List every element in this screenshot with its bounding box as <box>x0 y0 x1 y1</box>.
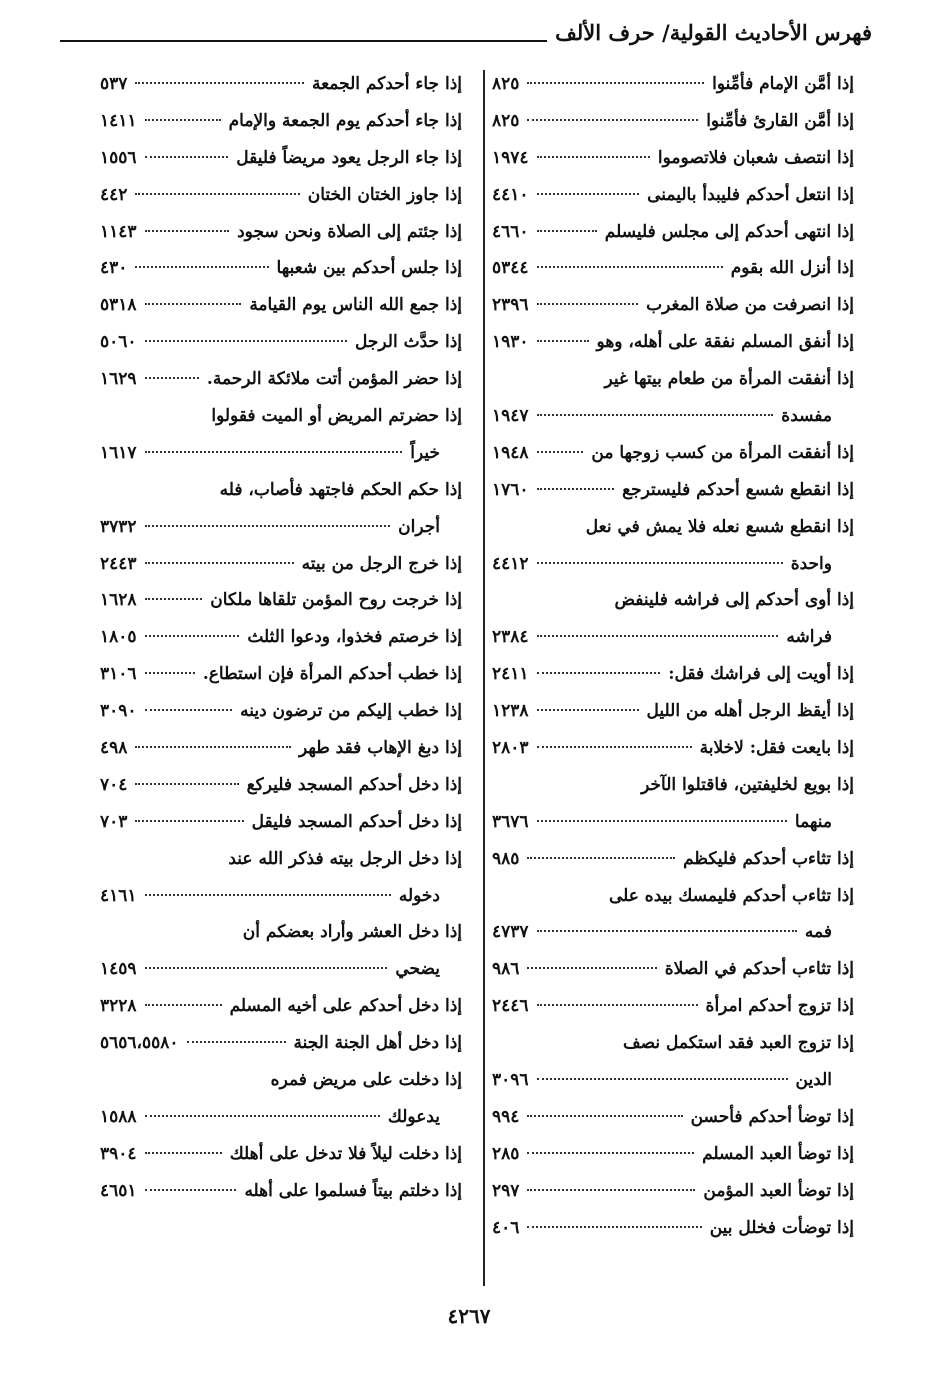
index-entry <box>492 693 854 730</box>
dot-leader <box>135 82 304 84</box>
hadith-text: يضحي <box>395 959 440 980</box>
hadith-text: إذا أوى أحدكم إلى فراشه فلينفض <box>614 590 854 611</box>
hadith-text: إذا خرجت روح المؤمن تلقاها ملكان <box>210 590 462 611</box>
hadith-number: ١٥٥٦ <box>100 147 137 168</box>
index-entry <box>100 1062 462 1099</box>
index-entry <box>492 878 854 915</box>
hadith-number: ٣١٠٦ <box>100 664 137 685</box>
index-entry <box>492 324 854 361</box>
hadith-number: ٩٨٥ <box>492 848 520 869</box>
dot-leader <box>187 1041 286 1043</box>
hadith-number: ٤٤١٢ <box>492 553 529 574</box>
dot-leader <box>527 1226 701 1228</box>
index-entry <box>492 398 854 435</box>
hadith-text: إذا أمَّن الإمام فأمِّنوا <box>712 74 854 94</box>
index-entry <box>100 730 462 767</box>
hadith-text: إذا أنفقت المرأة من طعام بيتها غير <box>604 369 854 390</box>
dot-leader <box>145 562 294 564</box>
index-entry <box>100 398 462 435</box>
hadith-text: فراشه <box>786 627 832 648</box>
hadith-number: ١٤٥٩ <box>100 959 137 980</box>
hadith-number: ١٢٣٨ <box>492 701 529 722</box>
hadith-text: إذا أمَّن القارئ فأمِّنوا <box>706 110 854 131</box>
index-entry <box>492 767 854 804</box>
hadith-text: إذا انقطع شسع نعله فلا يمش في نعل <box>585 516 854 537</box>
dot-leader <box>537 451 584 453</box>
index-entry <box>100 66 462 103</box>
hadith-text: إذا أنفق المسلم نفقة على أهله، وهو <box>596 332 854 353</box>
hadith-number: ٥٣٤٤ <box>492 258 529 279</box>
dot-leader <box>145 303 242 305</box>
hadith-text: إذا أيقظ الرجل أهله من الليل <box>646 701 854 722</box>
index-entry <box>100 656 462 693</box>
dot-leader <box>527 967 656 969</box>
hadith-number: ٢٣٨٤ <box>492 627 529 648</box>
hadith-number: ١٤١١ <box>100 110 137 131</box>
dot-leader <box>527 1115 682 1117</box>
dot-leader <box>537 1004 698 1006</box>
index-entry <box>100 361 462 398</box>
dot-leader <box>145 451 403 453</box>
index-entry <box>492 287 854 324</box>
index-entry <box>100 841 462 878</box>
dot-leader <box>537 930 797 932</box>
index-entry <box>100 1099 462 1136</box>
hadith-number: ١٩٣٠ <box>492 332 529 353</box>
hadith-text: إذا تثاءب أحدكم في الصلاة <box>664 959 854 980</box>
dot-leader <box>135 820 243 822</box>
hadith-text: إذا دخل أهل الجنة الجنة <box>293 1033 462 1054</box>
hadith-number: ٤٦٦٠ <box>492 221 529 242</box>
index-entry <box>100 914 462 951</box>
hadith-text: فمه <box>804 922 832 943</box>
dot-leader <box>145 525 391 527</box>
dot-leader <box>527 1152 694 1154</box>
hadith-text: إذا خطب أحدكم المرأة فإن استطاع. <box>202 664 462 685</box>
hadith-number: ٢٤٤٣ <box>100 553 137 574</box>
hadith-text: إذا انصرفت من صلاة المغرب <box>646 295 854 316</box>
dot-leader <box>537 820 787 822</box>
hadith-number: ٨٢٥ <box>492 74 520 94</box>
index-entry <box>100 767 462 804</box>
hadith-number: ٣٢٢٨ <box>100 996 137 1017</box>
dot-leader <box>527 82 704 84</box>
page-title: فهرس الأحاديث القولية/ حرف الألف <box>547 18 872 48</box>
index-entry <box>100 214 462 251</box>
dot-leader <box>145 709 233 711</box>
dot-leader <box>537 230 597 232</box>
dot-leader <box>537 266 723 268</box>
hadith-text: إذا توضأ أحدكم فأحسن <box>690 1106 854 1127</box>
hadith-text: إذا أنفقت المرأة من كسب زوجها من <box>591 442 854 463</box>
index-entry <box>492 546 854 583</box>
hadith-number: ٤١٦١ <box>100 885 137 906</box>
hadith-number: ٨٢٥ <box>492 110 520 131</box>
dot-leader <box>145 598 203 600</box>
dot-leader <box>145 340 348 342</box>
hadith-number: ١١٤٣ <box>100 221 137 242</box>
hadith-number: ٣٠٩٦ <box>492 1070 529 1091</box>
index-column-right <box>492 66 854 1247</box>
hadith-text: إذا انتصف شعبان فلاتصوموا <box>657 147 854 168</box>
index-entry <box>100 1173 462 1210</box>
hadith-text: واحدة <box>790 553 832 574</box>
hadith-number: ٤٤٢ <box>100 184 128 205</box>
dot-leader <box>145 377 199 379</box>
hadith-text: إذا توضأت فخلل بين <box>709 1217 854 1238</box>
hadith-text: إذا دبغ الإهاب فقد طهر <box>298 738 462 759</box>
dot-leader <box>527 119 698 121</box>
hadith-number: ٥٣١٨ <box>100 295 137 316</box>
index-entry <box>492 250 854 287</box>
index-entry <box>100 1025 462 1062</box>
hadith-text: الدين <box>795 1070 832 1091</box>
dot-leader <box>537 340 589 342</box>
hadith-text: مفسدة <box>781 406 832 427</box>
hadith-text: إذا جلس أحدكم بين شعبها <box>276 258 462 279</box>
index-entry <box>492 66 854 103</box>
index-entry <box>492 435 854 472</box>
hadith-number: ١٦١٧ <box>100 442 137 463</box>
hadith-text: إذا دخلت على مريض فمره <box>270 1070 462 1091</box>
column-divider <box>483 70 485 1286</box>
index-entry <box>100 582 462 619</box>
index-entry <box>492 914 854 951</box>
dot-leader <box>537 414 774 416</box>
index-entry <box>100 177 462 214</box>
hadith-text: إذا أويت إلى فراشك فقل: <box>668 664 854 685</box>
index-entry <box>492 177 854 214</box>
dot-leader <box>537 672 661 674</box>
index-entry <box>100 324 462 361</box>
hadith-text: إذا جمع الله الناس يوم القيامة <box>249 295 462 316</box>
hadith-text: إذا دخل أحدكم المسجد فليركع <box>246 774 462 795</box>
hadith-text: إذا تثاءب أحدكم فليكظم <box>683 848 854 869</box>
hadith-text: يدعولك <box>387 1106 440 1127</box>
hadith-text: إذا توضأ العبد المؤمن <box>703 1180 854 1201</box>
hadith-number: ٥٦٥٦،٥٥٨٠ <box>100 1033 179 1054</box>
hadith-text: إذا بويع لخليفتين، فاقتلوا الآخر <box>641 774 854 795</box>
hadith-text: إذا خرج الرجل من بيته <box>301 553 462 574</box>
index-entry <box>492 361 854 398</box>
hadith-number: ١٩٤٨ <box>492 442 529 463</box>
dot-leader <box>527 857 675 859</box>
hadith-text: إذا جاء أحدكم يوم الجمعة والإمام <box>228 110 462 131</box>
hadith-text: منهما <box>794 811 832 832</box>
index-entry <box>100 693 462 730</box>
hadith-number: ٧٠٤ <box>100 774 128 795</box>
index-entry <box>100 546 462 583</box>
dot-leader <box>145 230 230 232</box>
hadith-number: ٢٩٧ <box>492 1180 520 1201</box>
dot-leader <box>145 156 229 158</box>
dot-leader <box>537 1078 788 1080</box>
index-entry <box>492 1173 854 1210</box>
index-entry <box>492 1062 854 1099</box>
hadith-text: إذا دخل أحدكم على أخيه المسلم <box>229 996 462 1017</box>
hadith-text: إذا حضرتم المريض أو الميت فقولوا <box>211 406 462 427</box>
dot-leader <box>537 746 692 748</box>
index-entry <box>492 1025 854 1062</box>
dot-leader <box>537 709 639 711</box>
hadith-number: ٣٧٣٢ <box>100 516 137 537</box>
hadith-text: إذا خطب إليكم من ترضون دينه <box>240 701 462 722</box>
index-entry <box>100 509 462 546</box>
dot-leader <box>135 193 299 195</box>
hadith-number: ٥٣٧ <box>100 74 128 94</box>
index-entry <box>492 656 854 693</box>
index-entry <box>100 1136 462 1173</box>
hadith-number: ١٩٧٤ <box>492 147 529 168</box>
hadith-text: إذا انتعل أحدكم فليبدأ باليمنى <box>647 184 854 205</box>
hadith-number: ٤٣٠ <box>100 258 128 279</box>
index-entry <box>492 1136 854 1173</box>
hadith-text: إذا حضر المؤمن أتت ملائكة الرحمة. <box>206 369 462 390</box>
hadith-text: إذا انقطع شسع أحدكم فليسترجع <box>622 479 854 500</box>
hadith-number: ١٦٢٩ <box>100 369 137 390</box>
dot-leader <box>135 746 291 748</box>
hadith-text: إذا دخل الرجل بيته فذكر الله عند <box>228 848 462 869</box>
hadith-number: ١٩٤٧ <box>492 406 529 427</box>
hadith-text: إذا دخلتم بيتاً فسلموا على أهله <box>244 1180 462 1201</box>
hadith-number: ٢٣٩٦ <box>492 295 529 316</box>
dot-leader <box>145 635 240 637</box>
hadith-number: ٩٨٦ <box>492 959 520 980</box>
dot-leader <box>537 303 639 305</box>
index-entry <box>492 988 854 1025</box>
index-entry <box>492 214 854 251</box>
index-entry <box>100 878 462 915</box>
hadith-number: ٢٨٠٣ <box>492 738 529 759</box>
hadith-text: إذا دخل أحدكم المسجد فليقل <box>251 811 462 832</box>
index-entry <box>100 250 462 287</box>
index-entry <box>100 951 462 988</box>
index-column-left <box>100 66 462 1210</box>
index-entry <box>492 951 854 988</box>
hadith-text: إذا حدَّث الرجل <box>355 332 462 353</box>
index-entry <box>100 988 462 1025</box>
index-entry <box>100 287 462 324</box>
hadith-number: ١٨٠٥ <box>100 627 137 648</box>
hadith-number: ٣٩٠٤ <box>100 1143 137 1164</box>
hadith-number: ٤٦٥١ <box>100 1180 137 1201</box>
hadith-text: إذا جاوز الختان الختان <box>307 184 462 205</box>
index-entry <box>100 804 462 841</box>
index-entry <box>492 509 854 546</box>
index-entry <box>492 730 854 767</box>
hadith-text: إذا تزوج العبد فقد استكمل نصف <box>623 1033 854 1054</box>
hadith-number: ٧٠٣ <box>100 811 128 832</box>
hadith-text: إذا أنزل الله بقوم <box>730 258 854 279</box>
hadith-text: إذا بايعت فقل: لاخلابة <box>699 738 854 759</box>
hadith-number: ٢٤١١ <box>492 664 529 685</box>
dot-leader <box>145 1115 380 1117</box>
index-entry <box>492 103 854 140</box>
hadith-text: إذا دخلت ليلاً فلا تدخل على أهلك <box>229 1143 462 1164</box>
hadith-number: ٩٩٤ <box>492 1106 520 1127</box>
index-entry <box>100 140 462 177</box>
page-header <box>60 18 872 52</box>
index-entry <box>492 1099 854 1136</box>
hadith-number: ١٥٨٨ <box>100 1106 137 1127</box>
hadith-number: ٥٠٦٠ <box>100 332 137 353</box>
hadith-text: إذا جئتم إلى الصلاة ونحن سجود <box>237 221 462 242</box>
hadith-text: إذا جاء أحدكم الجمعة <box>311 74 462 94</box>
index-entry <box>492 804 854 841</box>
dot-leader <box>145 119 221 121</box>
hadith-number: ١٦٢٨ <box>100 590 137 611</box>
index-entry <box>492 619 854 656</box>
index-entry <box>492 841 854 878</box>
hadith-number: ٣٦٧٦ <box>492 811 529 832</box>
page-number: ٤٢٦٧ <box>447 1304 491 1328</box>
dot-leader <box>145 1189 237 1191</box>
index-entry <box>100 103 462 140</box>
dot-leader <box>537 635 779 637</box>
dot-leader <box>145 1004 222 1006</box>
hadith-text: دخوله <box>398 885 440 906</box>
index-entry <box>100 472 462 509</box>
index-entry <box>492 1210 854 1247</box>
dot-leader <box>145 672 195 674</box>
dot-leader <box>135 266 268 268</box>
hadith-number: ١٧٦٠ <box>492 479 529 500</box>
index-entry <box>100 619 462 656</box>
dot-leader <box>537 156 650 158</box>
hadith-text: إذا جاء الرجل يعود مريضاً فليقل <box>236 147 462 168</box>
hadith-number: ٤٩٨ <box>100 738 128 759</box>
dot-leader <box>537 193 640 195</box>
index-entry <box>492 140 854 177</box>
hadith-number: ٤٧٣٧ <box>492 922 529 943</box>
hadith-number: ٤٤١٠ <box>492 184 529 205</box>
hadith-number: ٤٠٦ <box>492 1217 520 1238</box>
dot-leader <box>537 488 615 490</box>
hadith-text: إذا انتهى أحدكم إلى مجلس فليسلم <box>604 221 854 242</box>
hadith-text: إذا دخل العشر وأراد بعضكم أن <box>242 922 462 943</box>
hadith-text: إذا تثاءب أحدكم فليمسك بيده على <box>608 885 854 906</box>
hadith-text: إذا خرصتم فخذوا، ودعوا الثلث <box>247 627 462 648</box>
hadith-number: ٣٠٩٠ <box>100 701 137 722</box>
dot-leader <box>145 967 388 969</box>
dot-leader <box>527 1189 695 1191</box>
hadith-text: خيراً <box>410 442 440 463</box>
hadith-text: إذا حكم الحكم فاجتهد فأصاب، فله <box>219 479 462 500</box>
hadith-text: إذا تزوج أحدكم امرأة <box>705 996 854 1017</box>
index-entry <box>492 582 854 619</box>
hadith-number: ٢٤٤٦ <box>492 996 529 1017</box>
dot-leader <box>145 894 391 896</box>
dot-leader <box>537 562 783 564</box>
hadith-text: أجران <box>398 516 440 537</box>
hadith-number: ٢٨٥ <box>492 1143 520 1164</box>
index-entry <box>100 435 462 472</box>
dot-leader <box>135 783 238 785</box>
hadith-text: إذا توضأ العبد المسلم <box>702 1143 854 1164</box>
dot-leader <box>145 1152 222 1154</box>
index-entry <box>492 472 854 509</box>
